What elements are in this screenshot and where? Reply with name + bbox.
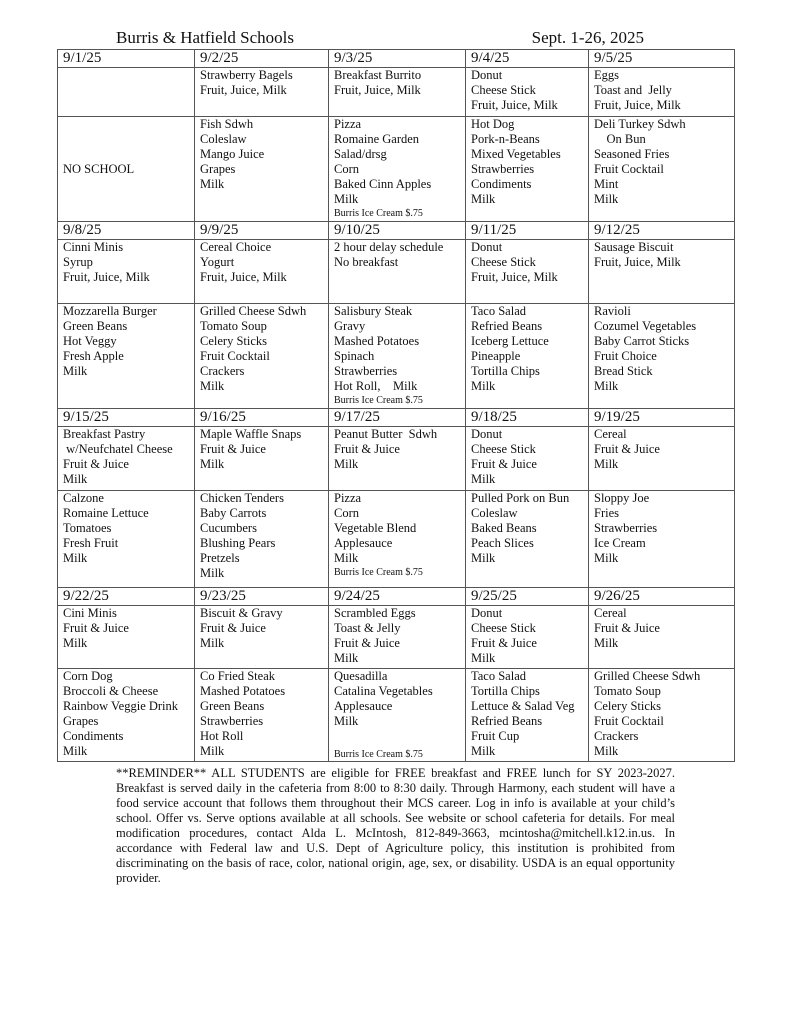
menu-item: Yogurt — [200, 255, 235, 269]
menu-item: Fresh Apple — [63, 349, 124, 363]
menu-item: Cozumel Vegetables — [594, 319, 697, 333]
breakfast-cell — [58, 606, 195, 669]
breakfast-cell — [329, 240, 466, 304]
menu-item: Tomatoes — [63, 521, 112, 535]
menu-item: Corn — [334, 506, 359, 520]
menu-item: Milk — [334, 651, 359, 665]
menu-item: Milk — [594, 192, 619, 206]
menu-item: Condiments — [471, 177, 532, 191]
lunch-cell — [589, 304, 735, 409]
menu-item: Applesauce — [334, 536, 393, 550]
menu-item: Donut — [471, 68, 503, 82]
menu-item: Fish Sdwh — [200, 117, 254, 131]
menu-item: Cereal Choice — [200, 240, 272, 254]
menu-item: Breakfast Pastry — [63, 427, 146, 441]
menu-item: Milk — [334, 192, 359, 206]
lunch-cell — [329, 491, 466, 588]
menu-item: Baked Beans — [471, 521, 537, 535]
menu-item: Fresh Fruit — [63, 536, 119, 550]
lunch-cell — [466, 304, 589, 409]
menu-item: Milk — [200, 636, 225, 650]
date-cell: 9/24/25 — [329, 588, 466, 606]
menu-item: Fruit & Juice — [471, 457, 537, 471]
lunch-cell — [58, 669, 195, 762]
breakfast-cell — [589, 240, 735, 304]
lunch-cell — [58, 491, 195, 588]
menu-item: Milk — [200, 379, 225, 393]
menu-item: Fries — [594, 506, 619, 520]
menu-item: Fruit & Juice — [200, 442, 266, 456]
menu-item: Cucumbers — [200, 521, 257, 535]
menu-item: Seasoned Fries — [594, 147, 670, 161]
menu-item: Grilled Cheese Sdwh — [200, 304, 307, 318]
menu-item: Cini Minis — [63, 606, 117, 620]
menu-item: Syrup — [63, 255, 93, 269]
menu-item: Calzone — [63, 491, 104, 505]
menu-item: Mint — [594, 177, 619, 191]
lunch-cell — [195, 491, 329, 588]
menu-table — [57, 49, 735, 762]
menu-item: Vegetable Blend — [334, 521, 417, 535]
date-row — [58, 409, 735, 427]
menu-item: Fruit, Juice, Milk — [200, 83, 287, 97]
menu-item: Fruit & Juice — [63, 621, 129, 635]
menu-item: Co Fried Steak — [200, 669, 275, 683]
ice-cream-note: Burris Ice Cream $.75 — [334, 395, 423, 406]
lunch-cell — [329, 117, 466, 222]
date-cell: 9/8/25 — [58, 222, 195, 240]
breakfast-cell — [195, 606, 329, 669]
menu-item: Corn Dog — [63, 669, 113, 683]
menu-item: Milk — [471, 192, 496, 206]
menu-item: Milk — [594, 457, 619, 471]
menu-item: Fruit & Juice — [471, 636, 537, 650]
breakfast-cell — [58, 68, 195, 117]
menu-item: Tortilla Chips — [471, 684, 540, 698]
breakfast-cell — [466, 427, 589, 491]
date-cell: 9/5/25 — [589, 50, 735, 68]
menu-item: Ravioli — [594, 304, 631, 318]
menu-item: Salisbury Steak — [334, 304, 413, 318]
menu-item: Rainbow Veggie Drink — [63, 699, 179, 713]
menu-item: Fruit, Juice, Milk — [471, 98, 558, 112]
date-cell: 9/4/25 — [466, 50, 589, 68]
date-cell: 9/25/25 — [466, 588, 589, 606]
lunch-cell — [329, 669, 466, 762]
menu-item: Fruit, Juice, Milk — [471, 270, 558, 284]
menu-item: Fruit Cup — [471, 729, 520, 743]
menu-item: Mango Juice — [200, 147, 265, 161]
menu-item: Cheese Stick — [471, 442, 536, 456]
menu-item: Tomato Soup — [594, 684, 661, 698]
menu-item: Green Beans — [200, 699, 265, 713]
menu-item: Strawberry Bagels — [200, 68, 293, 82]
menu-item: Applesauce — [334, 699, 393, 713]
menu-item: Fruit, Juice, Milk — [63, 270, 150, 284]
menu-item: 2 hour delay schedule — [334, 240, 444, 254]
menu-item: Peach Slices — [471, 536, 534, 550]
breakfast-row — [58, 606, 735, 669]
menu-date-range: Sept. 1-26, 2025 — [531, 28, 644, 47]
menu-item: Milk — [63, 472, 88, 486]
menu-item: Coleslaw — [200, 132, 247, 146]
menu-item: Taco Salad — [471, 304, 527, 318]
date-cell: 9/1/25 — [58, 50, 195, 68]
date-cell: 9/11/25 — [466, 222, 589, 240]
menu-item: Fruit Choice — [594, 349, 657, 363]
menu-item: Hot Roll — [200, 729, 244, 743]
menu-item: Pulled Pork on Bun — [471, 491, 570, 505]
menu-item: Romaine Garden — [334, 132, 420, 146]
menu-item: Fruit Cocktail — [594, 162, 664, 176]
menu-item: Fruit & Juice — [334, 636, 400, 650]
breakfast-cell — [329, 68, 466, 117]
date-cell: 9/19/25 — [589, 409, 735, 427]
date-cell: 9/12/25 — [589, 222, 735, 240]
menu-item: Toast & Jelly — [334, 621, 401, 635]
menu-item: Pork-n-Beans — [471, 132, 540, 146]
date-cell: 9/17/25 — [329, 409, 466, 427]
menu-item: Milk — [594, 636, 619, 650]
date-cell: 9/23/25 — [195, 588, 329, 606]
menu-item: Milk — [334, 457, 359, 471]
menu-item: Cereal — [594, 606, 627, 620]
date-row — [58, 588, 735, 606]
menu-item: Blushing Pears — [200, 536, 276, 550]
lunch-cell — [195, 669, 329, 762]
date-row — [58, 222, 735, 240]
menu-item: Pizza — [334, 491, 362, 505]
lunch-cell — [466, 669, 589, 762]
ice-cream-note: Burris Ice Cream $.75 — [334, 567, 423, 578]
breakfast-row — [58, 427, 735, 491]
date-row — [58, 50, 735, 68]
date-cell: 9/10/25 — [329, 222, 466, 240]
date-cell: 9/3/25 — [329, 50, 466, 68]
menu-item: Pineapple — [471, 349, 521, 363]
menu-item: Milk — [63, 364, 88, 378]
menu-item: Sloppy Joe — [594, 491, 650, 505]
menu-item: Milk — [594, 551, 619, 565]
breakfast-cell — [329, 606, 466, 669]
menu-item: Salad/drsg — [334, 147, 387, 161]
lunch-cell — [466, 491, 589, 588]
lunch-cell — [589, 491, 735, 588]
ice-cream-note: Burris Ice Cream $.75 — [334, 749, 423, 760]
menu-item: Milk — [200, 744, 225, 758]
menu-item: w/Neufchatel Cheese — [63, 442, 173, 456]
menu-item: Tomato Soup — [200, 319, 267, 333]
breakfast-row — [58, 68, 735, 117]
menu-item: Fruit Cocktail — [594, 714, 664, 728]
menu-item: Donut — [471, 606, 503, 620]
breakfast-cell — [195, 68, 329, 117]
breakfast-cell — [589, 606, 735, 669]
menu-item: Fruit & Juice — [63, 457, 129, 471]
menu-item: NO SCHOOL — [63, 161, 135, 176]
menu-item: Broccoli & Cheese — [63, 684, 159, 698]
menu-item: Coleslaw — [471, 506, 518, 520]
lunch-cell — [589, 669, 735, 762]
menu-item: Celery Sticks — [200, 334, 268, 348]
footer-notice: **REMINDER** ALL STUDENTS are eligible for FREE breakfast and FREE lunch for SY 2023-2027. Breakfast is served daily in the cafeteria from 8:00 to 8:30 daily. Through Harmony, each student will have a food service account that follows them throughout their MCS career. Log in info is available at your child’s school. Offer vs. Serve options available at all schools. See website or school cafeteria for details. For meal modification procedures, contact Alda L. McIntosh, 812-849-3663, mcintosha@mitchell.k12.in.us. In accordance with Federal law and U.S. Dept of Agriculture policy, this institution is prohibited from discriminating on the basis of race, color, national origin, age, sex, or disability. USDA is an equal opportunity provider. — [116, 766, 675, 885]
menu-item: Cheese Stick — [471, 255, 536, 269]
breakfast-cell — [58, 427, 195, 491]
menu-item: Baked Cinn Apples — [334, 177, 432, 191]
date-cell: 9/26/25 — [589, 588, 735, 606]
date-cell: 9/9/25 — [195, 222, 329, 240]
menu-item: Catalina Vegetables — [334, 684, 433, 698]
menu-item: Fruit Cocktail — [200, 349, 270, 363]
menu-item: Milk — [63, 636, 88, 650]
menu-item: Celery Sticks — [594, 699, 662, 713]
date-cell: 9/15/25 — [58, 409, 195, 427]
breakfast-cell — [589, 427, 735, 491]
menu-item: Milk — [471, 551, 496, 565]
menu-item: Milk — [594, 379, 619, 393]
lunch-cell — [329, 304, 466, 409]
menu-item: Hot Dog — [471, 117, 515, 131]
menu-item: Bread Stick — [594, 364, 653, 378]
lunch-cell — [589, 117, 735, 222]
menu-item: Green Beans — [63, 319, 128, 333]
menu-item: Condiments — [63, 729, 124, 743]
menu-item: Eggs — [594, 68, 619, 82]
lunch-row — [58, 117, 735, 222]
page-header — [116, 28, 644, 50]
menu-item: Strawberries — [594, 521, 658, 535]
menu-item: Breakfast Burrito — [334, 68, 422, 82]
breakfast-cell — [466, 606, 589, 669]
lunch-cell — [195, 304, 329, 409]
menu-item: Strawberries — [334, 364, 398, 378]
lunch-row — [58, 304, 735, 409]
menu-item: Milk — [334, 714, 359, 728]
breakfast-cell — [589, 68, 735, 117]
school-name: Burris & Hatfield Schools — [116, 28, 295, 47]
menu-item: Romaine Lettuce — [63, 506, 149, 520]
menu-item: Fruit, Juice, Milk — [594, 98, 681, 112]
menu-item: Hot Veggy — [63, 334, 117, 348]
menu-item: Crackers — [200, 364, 245, 378]
menu-item: No breakfast — [334, 255, 399, 269]
menu-item: Peanut Butter Sdwh — [334, 427, 438, 441]
lunch-cell — [58, 117, 195, 222]
menu-item: Crackers — [594, 729, 639, 743]
menu-item: Refried Beans — [471, 714, 543, 728]
menu-item: Mashed Potatoes — [334, 334, 420, 348]
menu-item: Milk — [200, 457, 225, 471]
menu-item: Spinach — [334, 349, 375, 363]
menu-item: Tortilla Chips — [471, 364, 540, 378]
menu-item: Cereal — [594, 427, 627, 441]
menu-item: Grapes — [200, 162, 236, 176]
menu-item: Milk — [200, 566, 225, 580]
menu-item: Corn — [334, 162, 359, 176]
breakfast-cell — [195, 427, 329, 491]
menu-item: Biscuit & Gravy — [200, 606, 283, 620]
ice-cream-note: Burris Ice Cream $.75 — [334, 208, 423, 219]
menu-item: Hot Roll, Milk — [334, 379, 418, 393]
menu-item: Mixed Vegetables — [471, 147, 561, 161]
menu-item: Milk — [471, 472, 496, 486]
menu-item: Milk — [63, 744, 88, 758]
breakfast-cell — [466, 68, 589, 117]
menu-item: Sausage Biscuit — [594, 240, 674, 254]
menu-item: Quesadilla — [334, 669, 388, 683]
menu-item: Fruit & Juice — [594, 442, 660, 456]
menu-item: Maple Waffle Snaps — [200, 427, 302, 441]
menu-item: Fruit, Juice, Milk — [334, 83, 421, 97]
menu-item: Grilled Cheese Sdwh — [594, 669, 701, 683]
menu-item: Taco Salad — [471, 669, 527, 683]
breakfast-cell — [195, 240, 329, 304]
menu-item: Gravy — [334, 319, 366, 333]
date-cell: 9/16/25 — [195, 409, 329, 427]
menu-item: Donut — [471, 240, 503, 254]
lunch-cell — [466, 117, 589, 222]
menu-item: Iceberg Lettuce — [471, 334, 549, 348]
menu-item: Fruit & Juice — [200, 621, 266, 635]
menu-item: Fruit & Juice — [594, 621, 660, 635]
menu-item: Pizza — [334, 117, 362, 131]
menu-item: Strawberries — [471, 162, 535, 176]
menu-item: Milk — [200, 177, 225, 191]
menu-item: Milk — [471, 379, 496, 393]
menu-item: Milk — [471, 651, 496, 665]
menu-item: Fruit & Juice — [334, 442, 400, 456]
lunch-cell — [195, 117, 329, 222]
menu-item: Donut — [471, 427, 503, 441]
menu-item: Deli Turkey Sdwh — [594, 117, 686, 131]
breakfast-cell — [329, 427, 466, 491]
breakfast-cell — [58, 240, 195, 304]
menu-item: Baby Carrots — [200, 506, 267, 520]
menu-item: Baby Carrot Sticks — [594, 334, 690, 348]
menu-item: Mozzarella Burger — [63, 304, 157, 318]
menu-item: Fruit, Juice, Milk — [200, 270, 287, 284]
menu-item: Chicken Tenders — [200, 491, 284, 505]
menu-item: Lettuce & Salad Veg — [471, 699, 575, 713]
lunch-cell — [58, 304, 195, 409]
menu-item: Cheese Stick — [471, 621, 536, 635]
menu-item: Refried Beans — [471, 319, 543, 333]
menu-item: Milk — [63, 551, 88, 565]
breakfast-cell — [466, 240, 589, 304]
menu-item: Scrambled Eggs — [334, 606, 416, 620]
menu-item: Pretzels — [200, 551, 240, 565]
menu-item: Cheese Stick — [471, 83, 536, 97]
menu-item: Cinni Minis — [63, 240, 124, 254]
menu-item: Milk — [334, 551, 359, 565]
menu-item: Ice Cream — [594, 536, 646, 550]
menu-item: Mashed Potatoes — [200, 684, 286, 698]
breakfast-row — [58, 240, 735, 304]
date-cell: 9/18/25 — [466, 409, 589, 427]
date-cell: 9/22/25 — [58, 588, 195, 606]
menu-item: Grapes — [63, 714, 99, 728]
menu-item: Strawberries — [200, 714, 264, 728]
menu-item: Fruit, Juice, Milk — [594, 255, 681, 269]
date-cell: 9/2/25 — [195, 50, 329, 68]
menu-item: On Bun — [594, 132, 646, 146]
lunch-row — [58, 669, 735, 762]
menu-item: Milk — [594, 744, 619, 758]
menu-item: Toast and Jelly — [594, 83, 672, 97]
menu-item: Milk — [471, 744, 496, 758]
lunch-row — [58, 491, 735, 588]
